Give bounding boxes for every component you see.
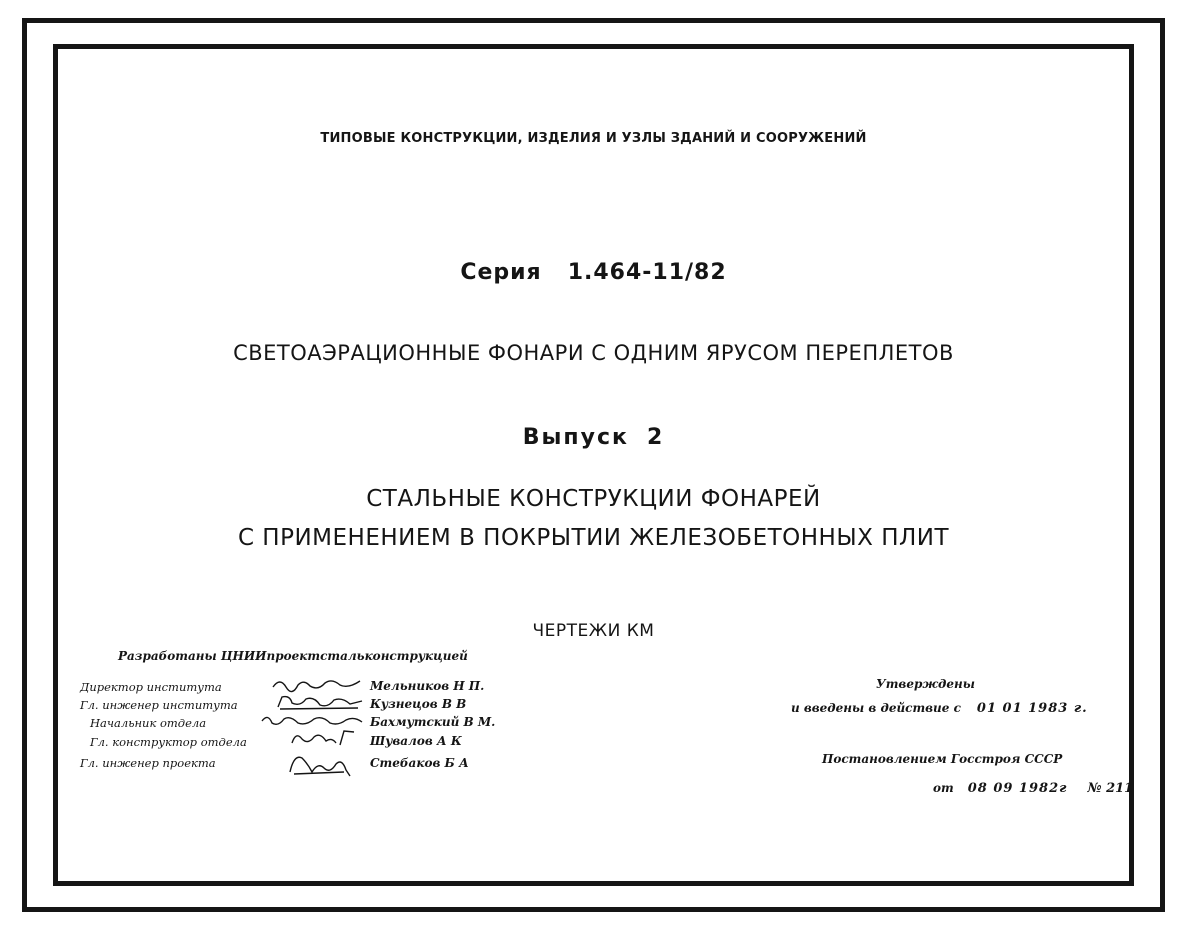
decree-number: № 211	[1087, 781, 1134, 796]
approved-date: 01 01 1983 г.	[976, 701, 1088, 716]
series-title	[53, 260, 1134, 285]
signature-image	[270, 675, 365, 693]
developers-heading: Разработаны ЦНИИпроектстальконструкцией	[118, 649, 468, 663]
signature-image	[258, 711, 366, 729]
developer-name: Бахмутский В М.	[370, 715, 496, 729]
decree-text: Постановлением Госстроя СССР	[822, 752, 1063, 766]
issue-title	[53, 425, 1134, 450]
subtitle-line-1: СТАЛЬНЫЕ КОНСТРУКЦИИ ФОНАРЕЙ	[366, 486, 821, 512]
signature-image	[270, 693, 365, 711]
decree-date: 08 09 1982г	[967, 781, 1068, 796]
developer-role: Гл. конструктор отдела	[90, 735, 247, 749]
issue-label: Выпуск	[522, 425, 629, 450]
signature-image	[270, 750, 365, 778]
approved-text: и введены в действие с	[791, 701, 961, 715]
drawings-label: ЧЕРТЕЖИ КМ	[532, 621, 655, 641]
approved-heading: Утверждены	[876, 677, 975, 691]
developer-role: Начальник отдела	[90, 716, 207, 730]
signature-image	[270, 729, 365, 747]
developer-name: Стебаков Б А	[370, 756, 469, 770]
decree-line	[933, 781, 1133, 796]
developer-role: Гл. инженер проекта	[80, 756, 216, 770]
main-title: СВЕТОАЭРАЦИОННЫЕ ФОНАРИ С ОДНИМ ЯРУСОМ ПЕРЕПЛЕТОВ	[233, 341, 954, 365]
series-label: Серия	[460, 260, 542, 285]
issue-number: 2	[646, 425, 665, 450]
developer-name: Кузнецов В В	[370, 697, 467, 711]
developer-role: Гл. инженер института	[80, 698, 238, 712]
subtitle-line-2: С ПРИМЕНЕНИЕМ В ПОКРЫТИИ ЖЕЛЕЗОБЕТОННЫХ ПЛИТ	[237, 525, 950, 551]
developer-name: Мельников Н П.	[370, 679, 485, 693]
series-heading: ТИПОВЫЕ КОНСТРУКЦИИ, ИЗДЕЛИЯ И УЗЛЫ ЗДАНИЙ И СООРУЖЕНИЙ	[320, 131, 867, 146]
approved-line	[791, 701, 1088, 716]
decree-from-label: от	[933, 781, 954, 795]
developer-role: Директор института	[80, 680, 222, 694]
developer-name: Шувалов А К	[370, 734, 462, 748]
series-number: 1.464-11/82	[567, 260, 727, 285]
